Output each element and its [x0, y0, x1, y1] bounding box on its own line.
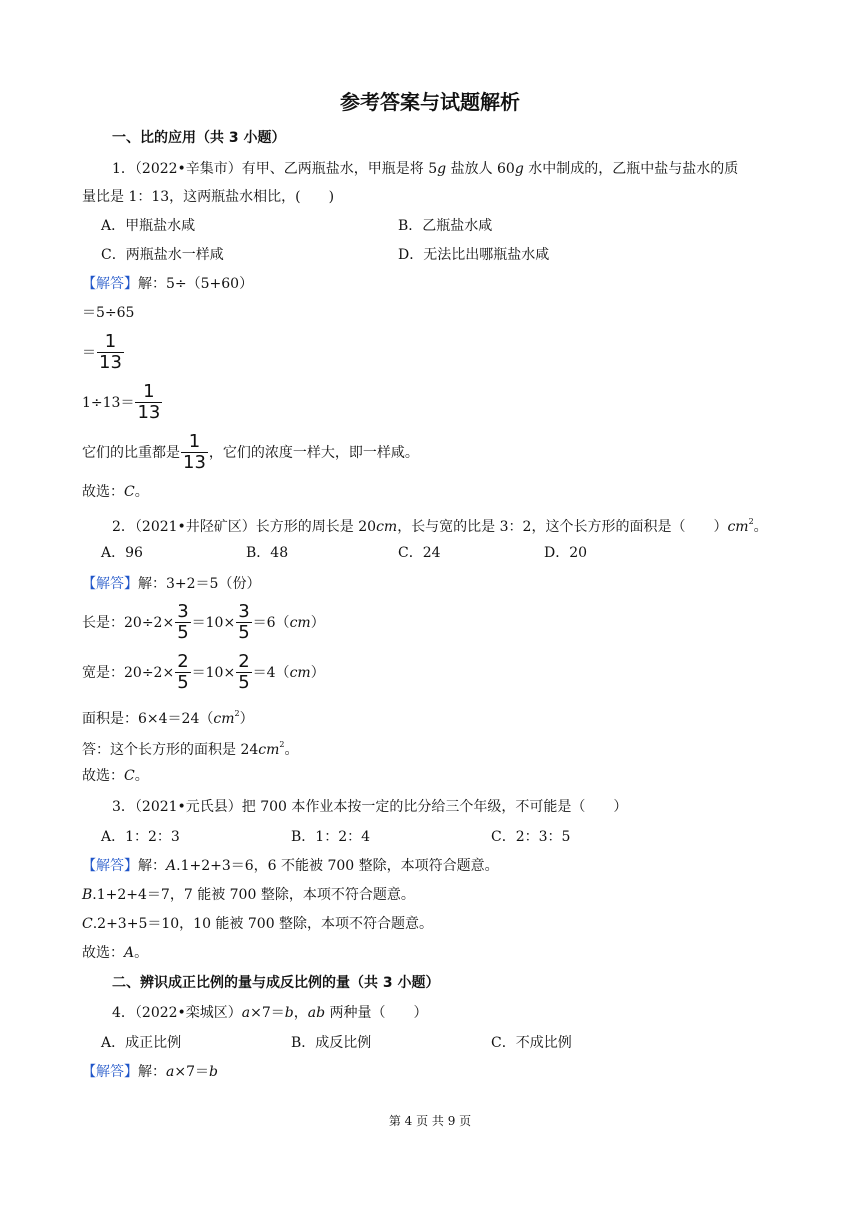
q1-option-c: C．两瓶盐水一样咸 [101, 247, 224, 263]
q4-option-a: A．成正比例 [101, 1035, 182, 1051]
q3-solution-line3: C.2+3+5＝10，10 能被 700 整除，本项不符合题意。 [82, 916, 434, 932]
q1-stem-a: 1．（2022•辛集市）有甲、乙两瓶盐水，甲瓶是将 5 [112, 161, 438, 177]
q4-option-c: C．不成比例 [491, 1035, 572, 1051]
q1-solution-line3 [82, 332, 125, 373]
q2-option-a: A．96 [101, 545, 143, 561]
q1-stem-line2: 量比是 1：13，这两瓶盐水相比，( ) [82, 189, 335, 205]
q2-length-fraction-2: $\frac{3}{5}$ [238, 601, 250, 643]
page-title: 参考答案与试题解析 [340, 90, 520, 114]
q3-choice: A [124, 945, 135, 961]
q1-sol5-suffix: ，它们的浓度一样大，即一样咸。 [208, 444, 419, 461]
q1-frac-den: 13 [99, 352, 122, 373]
q2-width-fraction-1: $\frac{2}{5}$ [177, 651, 189, 693]
q4-option-b: B．成反比例 [291, 1035, 372, 1051]
q2-option-c: C．24 [398, 545, 441, 561]
q1-option-b: B．乙瓶盐水咸 [398, 218, 493, 234]
q1-unit-g2: g [514, 161, 524, 177]
q1-stem-line1 [112, 159, 738, 179]
q2-choice-line: 故选：C。 [82, 768, 149, 784]
q1-solution-line5 [82, 432, 419, 473]
q2-length-fraction-1: $\frac{3}{5}$ [177, 601, 189, 643]
q1-frac-num: 1 [104, 331, 117, 352]
q2-answer-tag: 【解答】 [82, 576, 138, 592]
q1-choice-line: 故选：C。 [82, 484, 149, 500]
q2-area-line: 面积是：$6\times 4=24(cm^2)$ [82, 709, 254, 727]
q4-solution-line1: 【解答】解：a×7＝b [82, 1064, 218, 1080]
q3-answer-tag: 【解答】 [82, 858, 138, 874]
q1-stem-b: 盐放人 60 [446, 161, 515, 177]
q2-option-d: D．20 [544, 545, 588, 561]
q1-option-d: D．无法比出哪瓶盐水咸 [398, 247, 550, 263]
q2-choice: C [124, 768, 135, 784]
q3-solution-line1: 【解答】解：A.1+2+3＝6，6 不能被 700 整除，本项符合题意。 [82, 858, 499, 874]
section-heading-2: 二、辨识成正比例的量与成反比例的量（共 3 小题） [112, 975, 440, 991]
q2-stem: 2．（2021•井陉矿区）长方形的周长是 20cm，长与宽的比是 3：2，这个长方形的面积是（ ）$cm^2$。 [112, 517, 768, 535]
q1-fraction-1 [97, 332, 124, 373]
q1-option-a: A．甲瓶盐水咸 [101, 218, 196, 234]
q3-solution-line2: B.1+2+4＝7，7 能被 700 整除，本项不符合题意。 [82, 887, 415, 903]
q3-stem: 3．（2021•元氏县）把 700 本作业本按一定的比分给三个年级，不可能是（ ） [112, 799, 628, 815]
q3-option-a: A．1：2：3 [101, 829, 180, 845]
q3-option-c: C．2：3：5 [491, 829, 571, 845]
q1-solution-line1 [82, 274, 253, 294]
q1-choice: C [124, 484, 135, 500]
q1-solution-line2: ＝5÷65 [82, 305, 135, 321]
q1-fraction-2: $\frac{1}{13}$ [137, 381, 161, 423]
q1-unit-g1: g [437, 161, 447, 177]
q3-choice-line: 故选：A。 [82, 945, 149, 961]
page-footer: 第 4 页 共 9 页 [388, 1114, 472, 1128]
q1-sol1: 解：5÷（5+60） [138, 276, 254, 292]
q1-sol5-prefix: 它们的比重都是 [82, 444, 180, 461]
q2-width-line: 宽是：20÷2× $\frac{2}{5}$ ＝10× $\frac{2}{5}$ ＝4（cm） [82, 651, 325, 693]
q2-solution-line1: 【解答】解：3+2＝5（份） [82, 576, 261, 592]
q3-option-b: B．1：2：4 [291, 829, 371, 845]
q4-stem: 4．（2022•栾城区）a×7＝b，ab 两种量（ ） [112, 1005, 428, 1021]
section-heading-1: 一、比的应用（共 3 小题） [112, 130, 286, 146]
q2-option-b: B．48 [246, 545, 289, 561]
q1-fraction-3: $\frac{1}{13}$ [183, 431, 206, 473]
q1-stem-c: 水中制成的，乙瓶中盐与盐水的质 [523, 161, 739, 177]
q1-sol4-prefix: 1÷13＝ [82, 394, 135, 411]
q2-length-line: 长是：20÷2× $\frac{3}{5}$ ＝10× $\frac{3}{5}$ ＝6（cm） [82, 601, 325, 643]
q4-answer-tag: 【解答】 [82, 1064, 138, 1080]
q1-solution-line4 [82, 382, 163, 423]
q1-eq-prefix: ＝ [82, 344, 96, 361]
q1-answer-tag: 【解答】 [82, 276, 138, 292]
q2-answer-line: 答：这个长方形的面积是 $24cm^2$。 [82, 740, 299, 758]
q2-width-fraction-2: $\frac{2}{5}$ [238, 651, 250, 693]
